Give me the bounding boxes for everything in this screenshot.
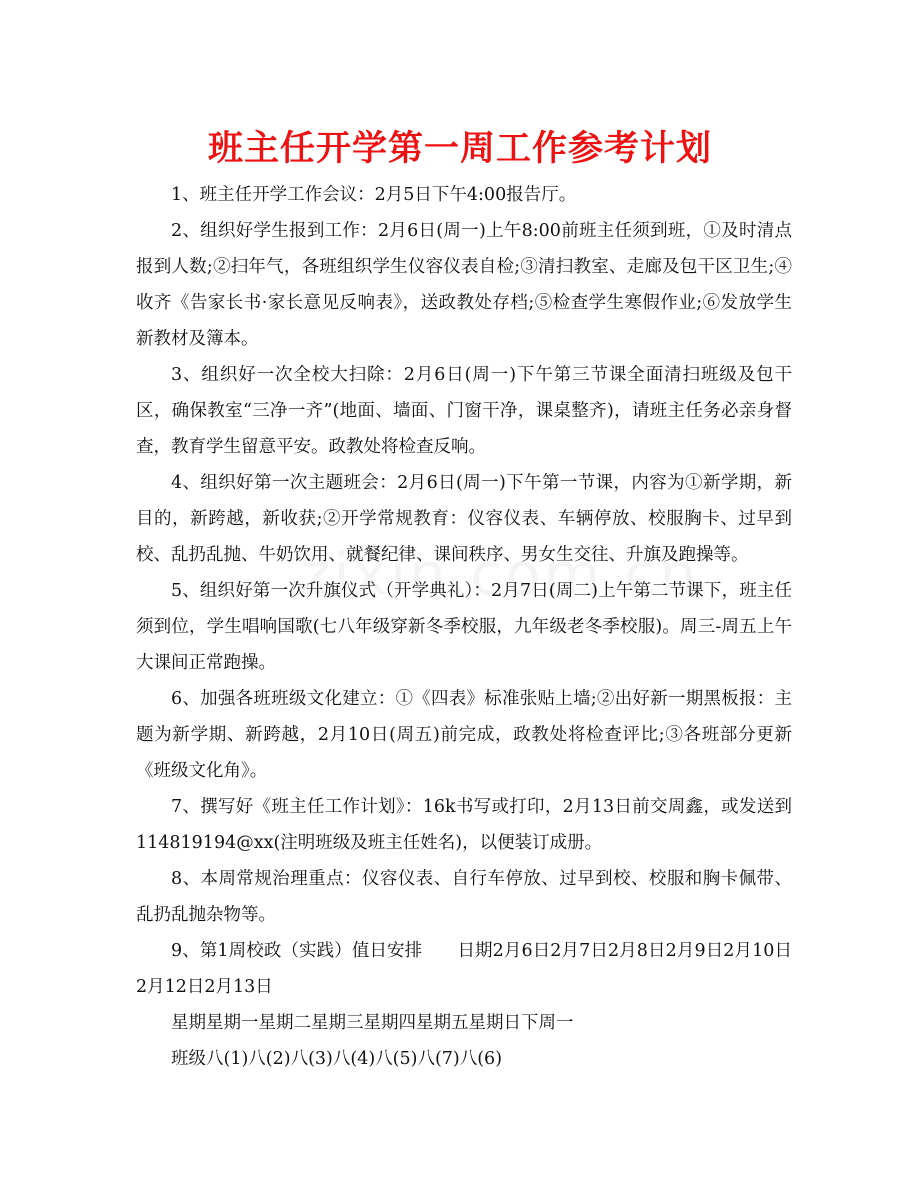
document-body [136,177,792,1077]
paragraph-6: 6、加强各班班级文化建立：①《四表》标准张贴上墙;②出好新一期黑板报：主题为新学期、新跨越，2月10日(周五)前完成，政教处将检查评比;③各班部分更新《班级文化角》。 [136,689,792,781]
document-title: 班主任开学第一周工作参考计划 [207,128,712,169]
schedule-weekday-row: 星期星期一星期二星期三星期四星期五星期日下周一 [171,1013,574,1033]
paragraph-4: 4、组织好第一次主题班会：2月6日(周一)下午第一节课，内容为①新学期，新目的，新跨越，新收获;②开学常规教育：仪容仪表、车辆停放、校服胸卡、过早到校、乱扔乱抛、牛奶饮用、就餐纪律、课间秩序、男女生交往、升旗及跑操等。 [136,473,792,565]
paragraph-7: 7、撰写好《班主任工作计划》：16k书写或打印，2月13日前交周鑫，或发送到114819194@xx(注明班级及班主任姓名)，以便装订成册。 [136,797,792,853]
paragraph-2: 2、组织好学生报到工作：2月6日(周一)上午8:00前班主任须到班，①及时清点报到人数;②扫年气，各班组织学生仪容仪表自检;③清扫教室、走廊及包干区卫生;④收齐《告家长书·家长意见反响表》，送政教处存档;⑤检查学生寒假作业;⑥发放学生新教材及簿本。 [136,221,792,349]
paragraph-1: 1、班主任开学工作会议：2月5日下午4:00报告厅。 [171,185,577,205]
paragraph-9-duty-schedule: 9、第1周校政（实践）值日安排 日期2月6日2月7日2月8日2月9日2月10日2月12日2月13日 [136,941,792,997]
paragraph-5: 5、组织好第一次升旗仪式（开学典礼）：2月7日(周二)上午第二节课下，班主任须到位，学生唱响国歌(七八年级穿新冬季校服，九年级老冬季校服)。周三-周五上午大课间正常跑操。 [136,581,792,673]
paragraph-3: 3、组织好一次全校大扫除：2月6日(周一)下午第三节课全面清扫班级及包干区，确保教室“三净一齐”(地面、墙面、门窗干净，课桌整齐)，请班主任务必亲身督查，教育学生留意平安。政教处将检查反响。 [136,365,792,457]
schedule-class-row: 班级八(1)八(2)八(3)八(4)八(5)八(7)八(6) [171,1049,503,1069]
paragraph-8: 8、本周常规治理重点：仪容仪表、自行车停放、过早到校、校服和胸卡佩带、乱扔乱抛杂物等。 [136,869,792,925]
